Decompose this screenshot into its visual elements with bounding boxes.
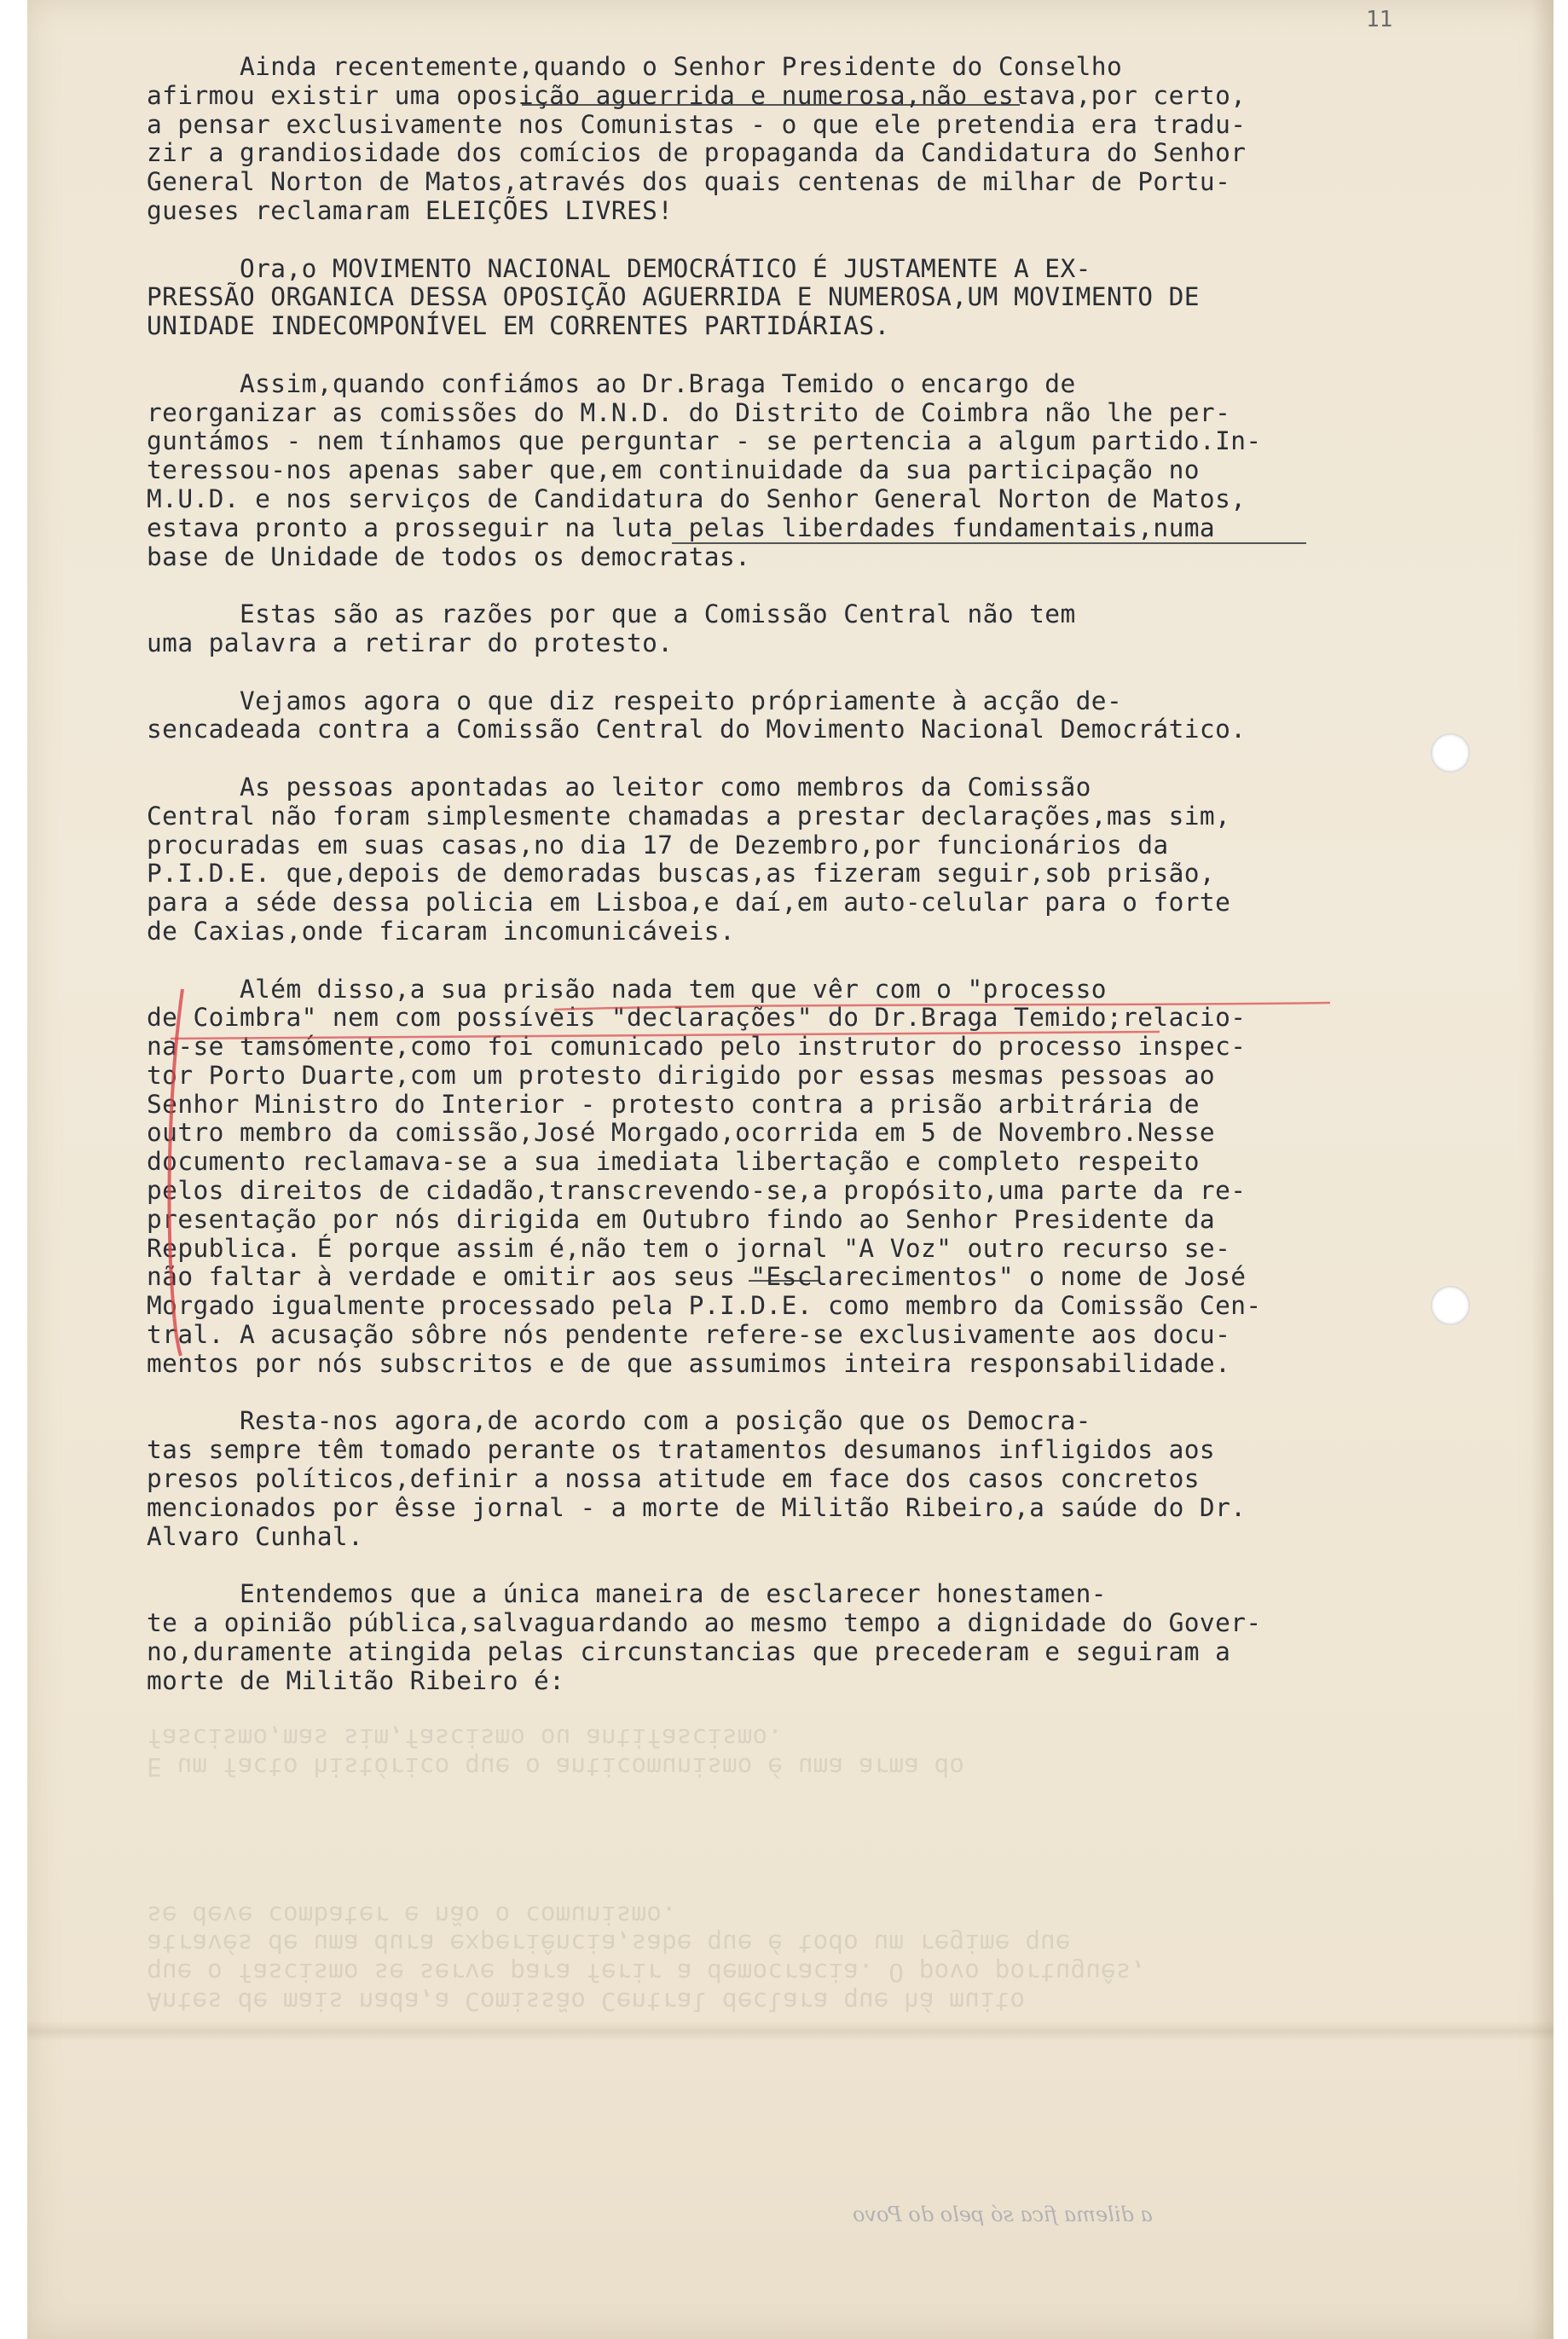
text-line: estava pronto a prosseguir na luta pelas liberdades fundamentais,numa (147, 512, 1216, 542)
text-line: documento reclamava-se a sua imediata libertação e completo respeito (147, 1147, 1200, 1177)
text-line: zir a grandiosidade dos comícios de propaganda da Candidatura do Senhor (147, 138, 1247, 168)
text-line: para a séde dessa policia em Lisboa,e daí,em auto-celular para o forte (147, 888, 1231, 918)
text-line: Republica. É porque assim é,não tem o jornal "A Voz" outro recurso se- (147, 1233, 1231, 1263)
text-line: Além disso,a sua prisão nada tem que vêr com o "processo (147, 974, 1107, 1004)
bleed-line: através de uma dura experiência,sabe que é todo um regime que (147, 1929, 1071, 1959)
paragraph (147, 1407, 1426, 1551)
text-line: de Coimbra" nem com possíveis "declarações" do Dr.Braga Temido;relacio- (147, 1003, 1247, 1033)
text-line: Assim,quando confiámos ao Dr.Braga Temido o encargo de (147, 368, 1076, 398)
text-line: Ora,o MOVIMENTO NACIONAL DEMOCRÁTICO É JUSTAMENTE A EX- (147, 253, 1091, 283)
text-line: Senhor Ministro do Interior - protesto contra a prisão arbitrária de (147, 1089, 1200, 1119)
bleed-line: fascismo,mas sim,fascismo ou antifascismo. (147, 1722, 783, 1752)
text-line: pelos direitos de cidadão,transcrevendo-se,a propósito,uma parte da re- (147, 1176, 1247, 1206)
text-line: guntámos - nem tínhamos que perguntar - se pertencia a algum partido.In- (147, 426, 1262, 456)
text-line: sencadeada contra a Comissão Central do Movimento Nacional Democrático. (147, 715, 1247, 744)
page-edge-shadow (1531, 0, 1554, 2339)
paragraph (147, 1580, 1426, 1695)
text-line: de Caxias,onde ficaram incomunicáveis. (147, 916, 736, 946)
text-line: M.U.D. e nos serviços de Candidatura do Senhor General Norton de Matos, (147, 483, 1247, 513)
margin-annotation: a dilema fica só pelo do Povo (853, 2203, 1153, 2226)
page-fold (27, 2021, 1554, 2041)
text-line: Ainda recentemente,quando o Senhor Presidente do Conselho (147, 52, 1123, 81)
paragraph (147, 773, 1426, 947)
text-line: P.I.D.E. que,depois de demoradas buscas,as fizeram seguir,sob prisão, (147, 859, 1216, 889)
punch-hole (1431, 733, 1470, 773)
page-number: 11 (1366, 7, 1393, 32)
text-line: UNIDADE INDECOMPONÍVEL EM CORRENTES PARTIDÁRIAS. (147, 311, 890, 341)
text-line: Morgado igualmente processado pela P.I.D.E. como membro da Comissão Cen- (147, 1291, 1262, 1321)
text-line: a pensar exclusivamente nos Comunistas - o que ele pretendia era tradu- (147, 109, 1247, 139)
typewritten-body (147, 53, 1426, 1724)
bleed-line: E um facto histórico que o anticomunismo é uma arma do (147, 1751, 965, 1781)
text-line: teressou-nos apenas saber que,em continuidade da sua participação no (147, 455, 1200, 485)
text-line: Vejamos agora o que diz respeito própriamente à acção de- (147, 686, 1123, 715)
text-line: Resta-nos agora,de acordo com a posição que os Democra- (147, 1406, 1091, 1436)
paragraph (147, 255, 1426, 341)
bleed-line: se deve combater e não o comunismo. (147, 1900, 677, 1930)
text-line: no,duramente atingida pelas circunstancias que precederam e seguiram a (147, 1636, 1231, 1666)
text-line: te a opinião pública,salvaguardando ao mesmo tempo a dignidade do Gover- (147, 1608, 1262, 1638)
text-line: morte de Militão Ribeiro é: (147, 1665, 565, 1695)
text-line: gueses reclamaram ELEIÇÕES LIVRES! (147, 195, 674, 225)
punch-hole (1431, 1286, 1470, 1325)
text-line: Entendemos que a única maneira de esclarecer honestamen- (147, 1579, 1107, 1609)
text-line: base de Unidade de todos os democratas. (147, 541, 751, 571)
paragraph (147, 687, 1426, 745)
bleed-line: Antes de mais nada,a Comissão Central declara que há muito (147, 1986, 1026, 2016)
text-line: não faltar à verdade e omitir aos seus "Esclarecimentos" o nome de José (147, 1262, 1247, 1292)
paragraph (147, 600, 1426, 658)
bleed-line: que o fascismo se serve para ferir a democracia. O povo português, (147, 1957, 1147, 1987)
text-line: outro membro da comissão,José Morgado,ocorrida em 5 de Novembro.Nesse (147, 1118, 1216, 1148)
paragraph (147, 976, 1426, 1379)
text-line: afirmou existir uma oposição aguerrida e numerosa,não estava,por certo, (147, 80, 1247, 110)
text-line: tor Porto Duarte,com um protesto dirigido por essas mesmas pessoas ao (147, 1060, 1216, 1090)
text-line: na-se tamsómente,como foi comunicado pelo instrutor do processo inspec- (147, 1032, 1247, 1062)
text-line: presos políticos,definir a nossa atitude em face dos casos concretos (147, 1464, 1200, 1494)
text-line: presentação por nós dirigida em Outubro findo ao Senhor Presidente da (147, 1204, 1216, 1234)
text-line: mencionados por êsse jornal - a morte de Militão Ribeiro,a saúde do Dr. (147, 1492, 1247, 1522)
text-line: Alvaro Cunhal. (147, 1521, 364, 1551)
text-line: General Norton de Matos,através dos quais centenas de milhar de Portu- (147, 167, 1231, 197)
text-line: reorganizar as comissões do M.N.D. do Distrito de Coimbra não lhe per- (147, 397, 1231, 427)
text-line: tral. A acusação sôbre nós pendente refere-se exclusivamente aos docu- (147, 1320, 1231, 1350)
text-line: PRESSÃO ORGANICA DESSA OPOSIÇÃO AGUERRIDA E NUMEROSA,UM MOVIMENTO DE (147, 282, 1200, 312)
text-line: uma palavra a retirar do protesto. (147, 628, 674, 657)
text-line: mentos por nós subscritos e de que assumimos inteira responsabilidade. (147, 1348, 1231, 1378)
text-line: Central não foram simplesmente chamadas a prestar declarações,mas sim, (147, 801, 1231, 831)
bleed-through-text (147, 1722, 1426, 2015)
text-line: As pessoas apontadas ao leitor como membros da Comissão (147, 772, 1091, 802)
paragraph (147, 53, 1426, 226)
paragraph (147, 370, 1426, 572)
text-line: Estas são as razões por que a Comissão Central não tem (147, 599, 1076, 629)
text-line: tas sempre têm tomado perante os tratamentos desumanos infligidos aos (147, 1435, 1216, 1465)
text-line: procuradas em suas casas,no dia 17 de Dezembro,por funcionários da (147, 830, 1169, 860)
